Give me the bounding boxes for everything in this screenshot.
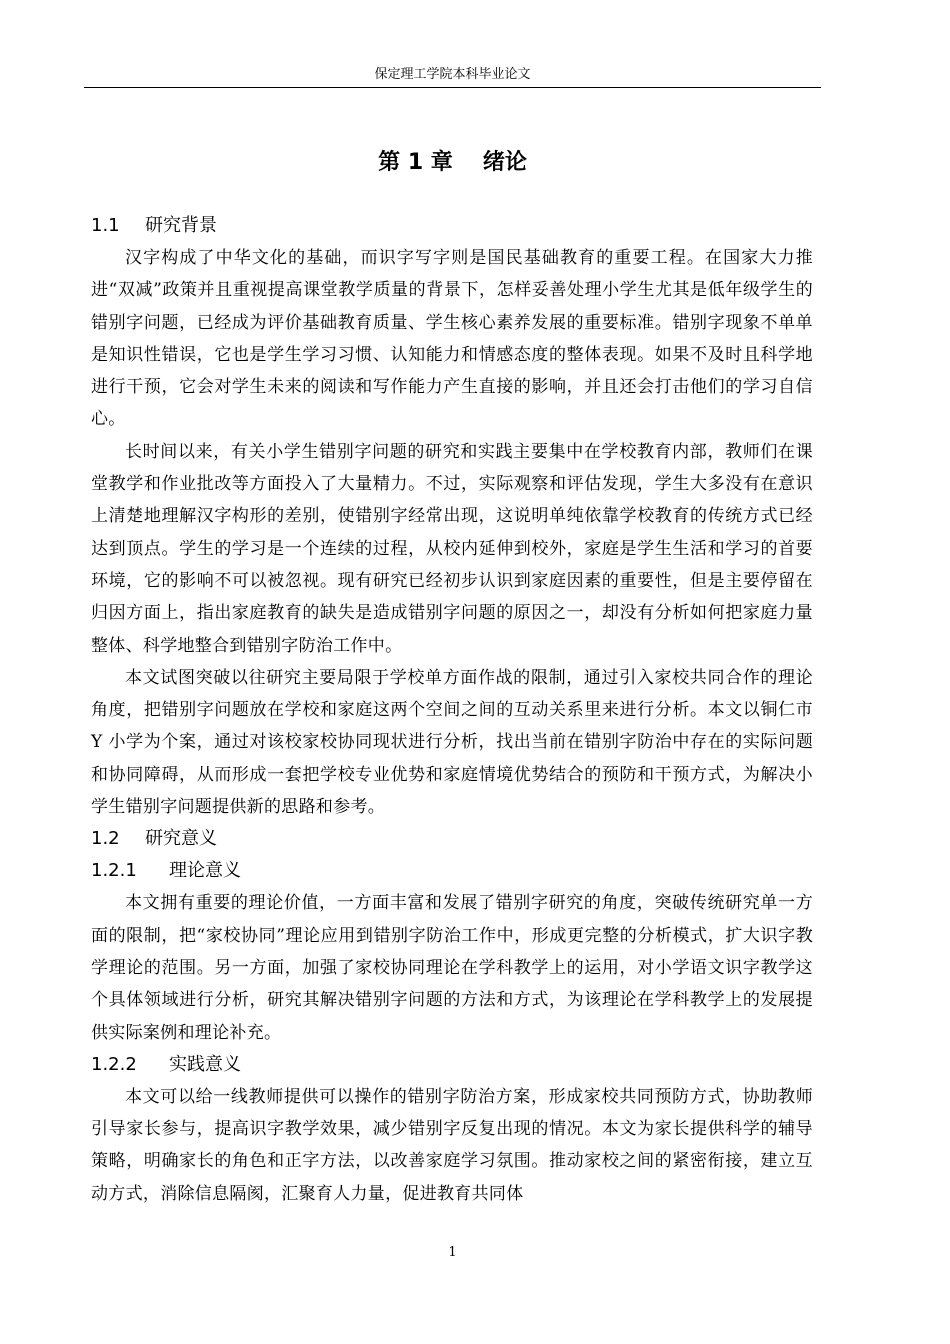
section-title: 研究背景 xyxy=(145,215,217,236)
subsection-number: 1.2.1 xyxy=(91,860,137,882)
subsection-title: 实践意义 xyxy=(169,1053,241,1075)
chapter-number: 第 1 章 xyxy=(378,150,453,175)
page-number: 1 xyxy=(448,1245,457,1260)
subsection-heading-1-2-2 xyxy=(91,1049,813,1081)
section-heading-1-1 xyxy=(91,210,813,242)
chapter-name: 绪论 xyxy=(482,150,527,175)
section-title: 研究意义 xyxy=(145,828,217,850)
subsection-title: 理论意义 xyxy=(169,860,241,882)
chapter-body xyxy=(91,210,813,1210)
paragraph: 汉字构成了中华文化的基础，而识字写字则是国民基础教育的重要工程。在国家大力推进“双减”政策并且重视提高课堂教学质量的背景下，怎样妥善处理小学生尤其是低年级学生的错别字问题，已经成为评价基础教育质量、学生核心素养发展的重要标准。错别字现象不单单是知识性错误，它也是学生学习习惯、认知能力和情感态度的整体表现。如果不及时且科学地进行干预，它会对学生未来的阅读和写作能力产生直接的影响，并且还会打击他们的学习自信心。 xyxy=(91,248,813,430)
section-heading-1-2 xyxy=(91,823,813,855)
subsection-heading-1-2-1 xyxy=(91,855,813,887)
running-header: 保定理工学院本科毕业论文 xyxy=(374,67,531,82)
paragraph: 本文试图突破以往研究主要局限于学校单方面作战的限制，通过引入家校共同合作的理论角度，把错别字问题放在学校和家庭这两个空间之间的互动关系里来进行分析。本文以铜仁市 Y 小学为个案，通过对该校家校协同现状进行分析，找出当前在错别字防治中存在的实际问题和协同障碍，从而形成一套把学校专业优势和家庭情境优势结合的预防和干预方式，为解决小学生错别字问题提供新的思路和参考。 xyxy=(91,667,813,818)
section-number: 1.2 xyxy=(91,828,120,850)
chapter-title xyxy=(84,148,821,178)
section-number: 1.1 xyxy=(91,215,120,236)
subsection-number: 1.2.2 xyxy=(91,1053,137,1075)
paragraph: 本文拥有重要的理论价值，一方面丰富和发展了错别字研究的角度，突破传统研究单一方面的限制，把“家校协同”理论应用到错别字防治工作中，形成更完整的分析模式，扩大识字教学理论的范围。另一方面，加强了家校协同理论在学科教学上的运用，对小学语文识字教学这个具体领域进行分析，研究其解决错别字问题的方法和方式，为该理论在学科教学上的发展提供实际案例和理论补充。 xyxy=(91,893,813,1043)
header-rule xyxy=(84,87,821,88)
paragraph: 长时间以来，有关小学生错别字问题的研究和实践主要集中在学校教育内部，教师们在课堂教学和作业批改等方面投入了大量精力。不过，实际观察和评估发现，学生大多没有在意识上清楚地理解汉字构形的差别，使错别字经常出现，这说明单纯依靠学校教育的传统方式已经达到顶点。学生的学习是一个连续的过程，从校内延伸到校外，家庭是学生生活和学习的首要环境，它的影响不可以被忽视。现有研究已经初步认识到家庭因素的重要性，但是主要停留在归因方面上，指出家庭教育的缺失是造成错别字问题的原因之一，却没有分析如何把家庭力量整体、科学地整合到错别字防治工作中。 xyxy=(91,441,813,656)
paragraph: 本文可以给一线教师提供可以操作的错别字防治方案，形成家校共同预防方式，协助教师引导家长参与，提高识字教学效果，减少错别字反复出现的情况。本文为家长提供科学的辅导策略，明确家长的角色和正字方法，以改善家庭学习氛围。推动家校之间的紧密衔接，建立互动方式，消除信息隔阂，汇聚育人力量，促进教育共同体 xyxy=(91,1086,813,1204)
